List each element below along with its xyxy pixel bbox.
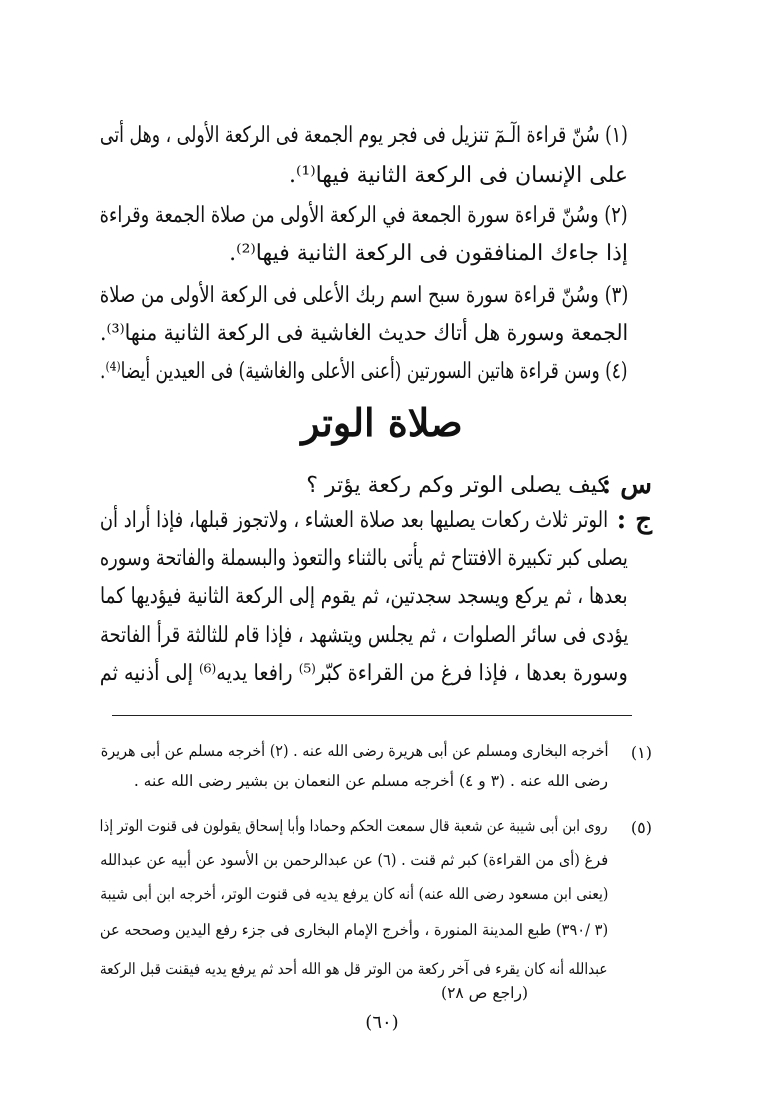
footnote-number: (١) — [630, 743, 652, 762]
answer-line: بعدها ، ثم يركع ويسجد سجدتين، ثم يقوم إلى الركعة الثانية فيؤديها كما — [100, 584, 628, 609]
answer-line: يؤدى فى سائر الصلوات ، ثم يجلس ويتشهد ، فإذا قام للثالثة قرأ الفاتحة — [99, 623, 628, 648]
answer-line: يصلى كبر تكبيرة الافتتاح ثم يأتى بالثناء والتعوذ والبسملة والفاتحة وسوره — [100, 546, 628, 571]
answer-line: الوتر ثلاث ركعات يصليها بعد صلاة العشاء ، ولاتجوز قبلها، فإذا أراد أن — [99, 508, 608, 533]
list-item-line: إذا جاءك المنافقون فى الركعة الثانية فيها⁽²⁾. — [229, 241, 628, 266]
page-number: (٦٠) — [365, 1012, 399, 1033]
footnote-separator — [112, 715, 632, 716]
footnote-line: (يعنى ابن مسعود رضى الله عنه) أنه كان يرفع يديه فى قنوت الوتر، أخرجه ابن أبى شيبة — [99, 885, 608, 903]
list-item-line: (٤) وسن قراءة هاتين السورتين (أعنى الأعلى والغاشية) فى العيدين أيضا⁽⁴⁾. — [100, 359, 628, 384]
answer-line: وسورة بعدها ، فإذا فرغ من القراءة كبّر⁽⁵⁾ رافعا يديه⁽⁶⁾ إلى أذنيه ثم — [99, 661, 628, 686]
list-item-line: (٢) وسُنّ قراءة سورة الجمعة في الركعة الأولى من صلاة الجمعة وقراءة — [99, 203, 628, 228]
question-text: كيف يصلى الوتر وكم ركعة يؤتر ؟ — [306, 473, 608, 498]
footnote-line: روى ابن أبى شيبة عن شعبة قال سمعت الحكم وحمادا وأبا إسحاق يقولون فى قنوت الوتر إذا — [100, 817, 608, 835]
list-item-line: (٣) وسُنّ قراءة سورة سبح اسم ربك الأعلى فى الركعة الأولى من صلاة — [99, 283, 628, 308]
footnote-line: (٣ /٣٩٠) طبع المدينة المنورة ، وأخرج الإمام البخارى فى جزء رفع اليدين وصححه عن — [99, 921, 608, 939]
footnote-line: أخرجه البخارى ومسلم عن أبى هريرة رضى الله عنه . (٢) أخرجه مسلم عن أبى هريرة — [100, 742, 608, 760]
list-item-line: (١) سُنّ قراءة الٓـمٓ تنزيل فى فجر يوم الجمعة فى الركعة الأولى ، وهل أتى — [100, 123, 628, 148]
footnote-line: رضى الله عنه . (٣ و ٤) أخرجه مسلم عن النعمان بن بشير رضى الله عنه . — [133, 772, 608, 790]
footnote-number: (٥) — [630, 818, 652, 837]
list-item-line: الجمعة وسورة هل أتاك حديث الغاشية فى الركعة الثانية منها⁽³⁾. — [99, 321, 628, 346]
section-title: صلاة الوتر — [301, 400, 463, 445]
list-item-line: على الإنسان فى الركعة الثانية فيها⁽¹⁾. — [288, 163, 628, 188]
footnote-line: (راجع ص ٢٨) — [441, 984, 528, 1002]
footnote-line: عبدالله أنه كان يقرء فى آخر ركعة من الوتر قل هو الله أحد ثم يرفع يديه فيقنت قبل الركعة — [100, 960, 608, 978]
answer-label: ج : — [616, 505, 652, 535]
question-label: س : — [601, 470, 652, 500]
footnote-line: فرغ (أى من القراءة) كبر ثم قنت . (٦) عن عبدالرحمن بن الأسود عن أبيه عن عبدالله — [100, 851, 608, 869]
